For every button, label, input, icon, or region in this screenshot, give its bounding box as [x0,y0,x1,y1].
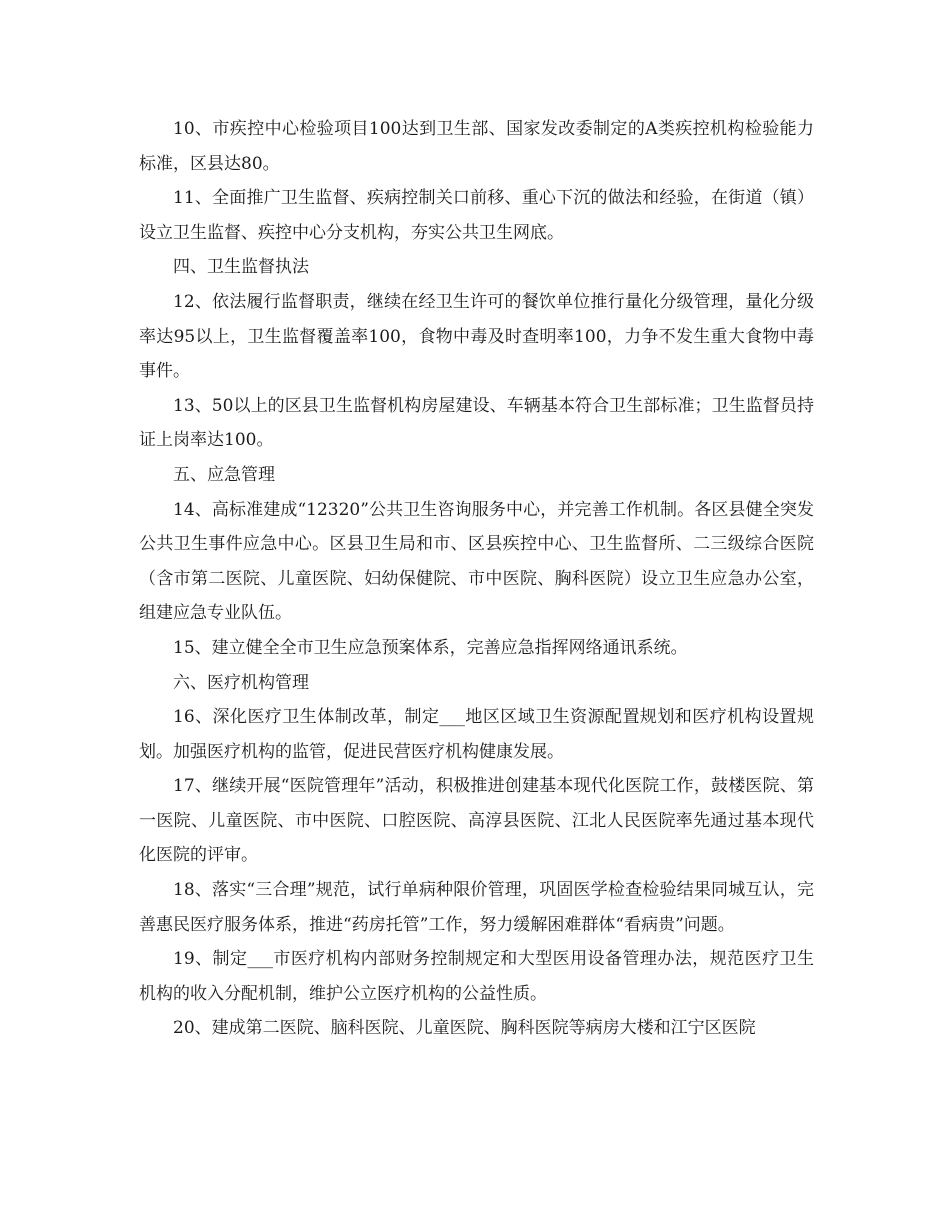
section-heading-medical-institutions: 六、医疗机构管理 [173,672,309,693]
section-heading-supervision: 四、卫生监督执法 [173,257,309,278]
paragraph-item-12: 12、依法履行监督职责，继续在经卫生许可的餐饮单位推行量化分级管理，量化分级率达95以上，卫生监督覆盖率100，食物中毒及时查明率100，力争不发生重大食物中毒事件。 [139,291,814,382]
section-heading-emergency: 五、应急管理 [173,464,275,485]
paragraph-item-16: 16、深化医疗卫生体制改革，制定___地区区域卫生资源配置规划和医疗机构设置规划。加强医疗机构的监管，促进民营医疗机构健康发展。 [139,707,814,762]
paragraph-item-18: 18、落实“三合理”规范，试行单病种限价管理，巩固医学检查检验结果同城互认，完善惠民医疗服务体系，推进“药房托管”工作，努力缓解困难群体“看病贵”问题。 [139,880,814,935]
paragraph-item-20: 20、建成第二医院、脑科医院、儿童医院、胸科医院等病房大楼和江宁区医院 [173,1018,756,1039]
document-body [139,112,814,1046]
paragraph-item-15: 15、建立健全全市卫生应急预案体系，完善应急指挥网络通讯系统。 [173,637,688,658]
paragraph-item-17: 17、继续开展“医院管理年”活动，积极推进创建基本现代化医院工作，鼓楼医院、第一医院、儿童医院、市中医院、口腔医院、高淳县医院、江北人民医院率先通过基本现代化医院的评审。 [139,776,814,866]
paragraph-item-19: 19、制定___市医疗机构内部财务控制规定和大型医用设备管理办法，规范医疗卫生机构的收入分配机制，维护公立医疗机构的公益性质。 [139,949,814,1004]
paragraph-item-11: 11、全面推广卫生监督、疾病控制关口前移、重心下沉的做法和经验，在街道（镇）设立卫生监督、疾控中心分支机构，夯实公共卫生网底。 [139,188,814,243]
paragraph-item-13: 13、50以上的区县卫生监督机构房屋建设、车辆基本符合卫生部标准；卫生监督员持证上岗率达100。 [139,395,814,451]
paragraph-item-14: 14、高标准建成“12320”公共卫生咨询服务中心，并完善工作机制。各区县健全突发公共卫生事件应急中心。区县卫生局和市、区县疾控中心、卫生监督所、二三级综合医院（含市第二医院、儿童医院、妇幼保健院、市中医院、胸科医院）设立卫生应急办公室，组建应急专业队伍。 [139,499,814,624]
paragraph-item-10: 10、市疾控中心检验项目100达到卫生部、国家发改委制定的A类疾控机构检验能力标准，区县达80。 [139,119,814,174]
